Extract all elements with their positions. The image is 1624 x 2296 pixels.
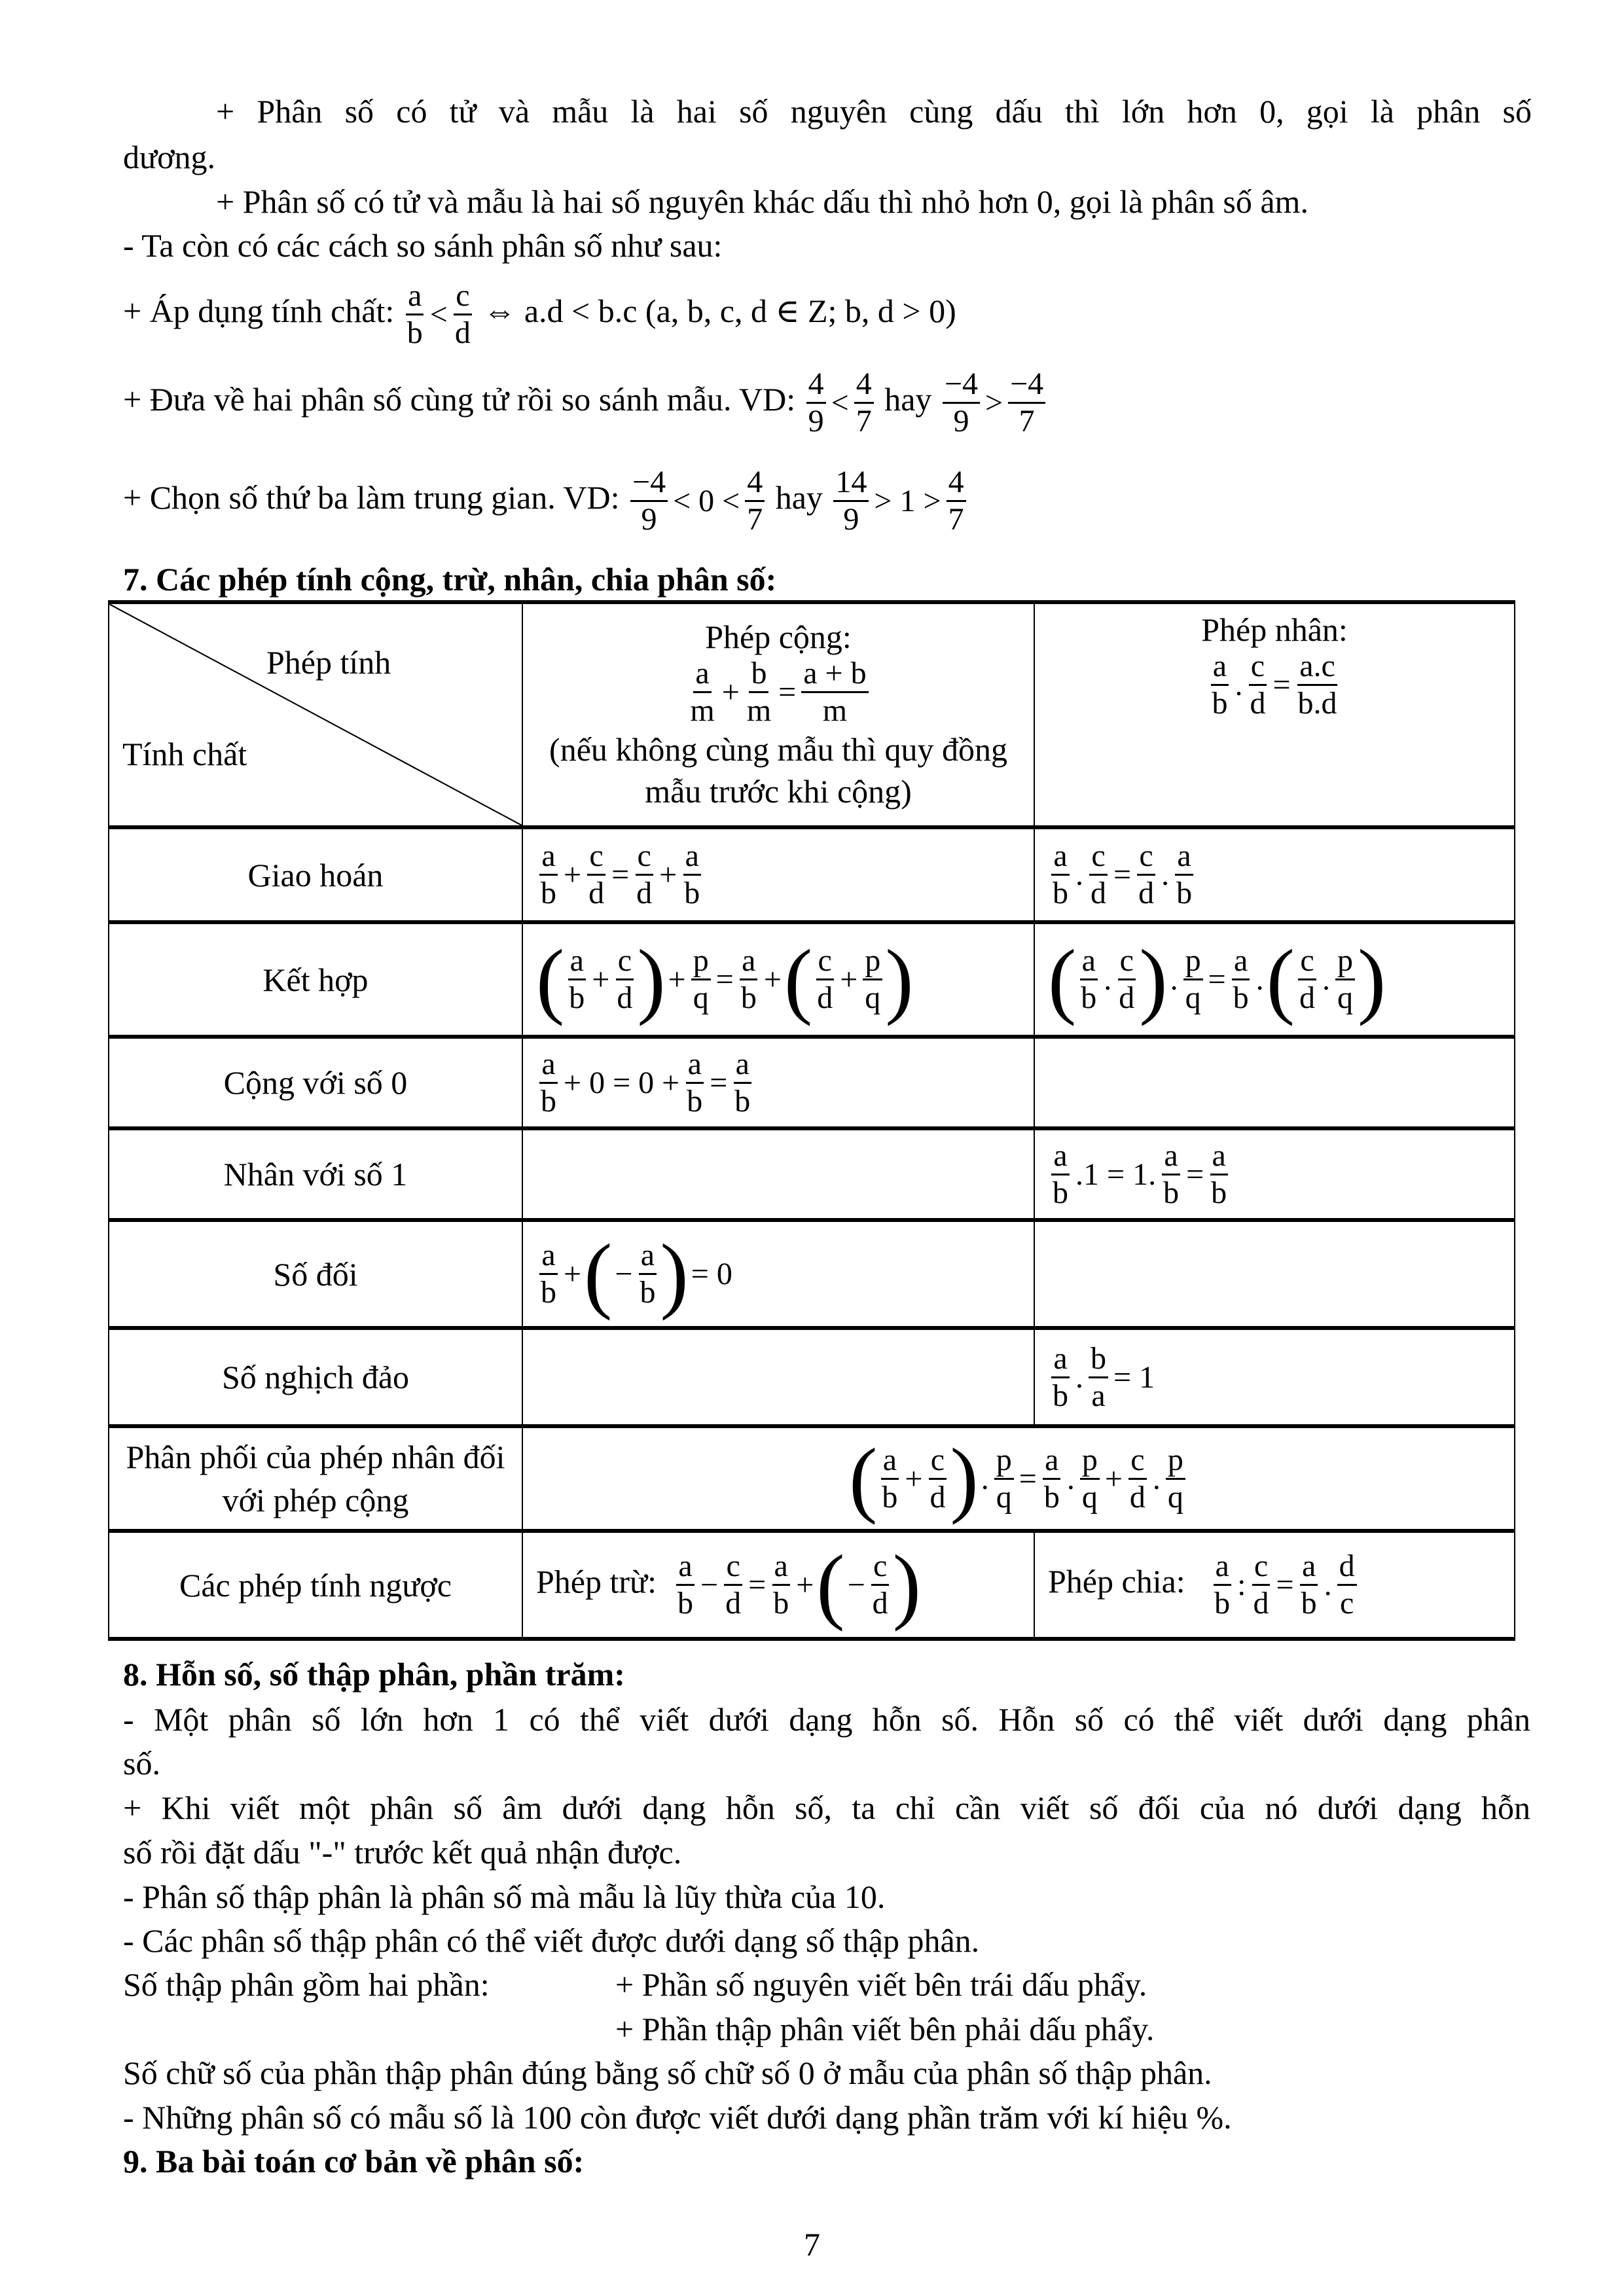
section-9-title: 9. Ba bài toán cơ bản về phân số: [123,2143,585,2179]
text-decimal-writing: - Các phân số thập phân có thể viết được dưới dạng số thập phân. [123,1922,980,1959]
word-hay: hay [775,478,823,516]
table-row: Nhân với số 1 $\frac{a}{b}$ .1 = 1. $\frac{a}{b}$ = $\frac{a}{b}$ [109,1128,1515,1220]
text-digit-count: Số chữ số của phần thập phân đúng bằng số chữ số 0 ở mẫu của phân số thập phân. [123,2054,1212,2091]
text-positive-fraction: + Phân số có tử và mẫu là hai số nguyên cùng dấu thì lớn hơn 0, gọi là phân số [216,93,1532,130]
rule-label: + Áp dụng tính chất: [123,292,395,329]
text-percent: - Những phân số có mẫu số là 100 còn được viết dưới dạng phần trăm với kí hiệu %. [123,2099,1232,2136]
table-row: Giao hoán $\frac{a}{b}$ + $\frac{c}{d}$ = $\frac{c}{d}$ + $\frac{a}{b}$ $\frac{a}{b}$ . $\frac{c}{d}$ = $\frac{c}{d}$ . $\frac{a}{b}$ [109,827,1515,922]
addition-note: (nếu không cùng mẫu thì quy đồng mẫu trước khi cộng) [549,730,1007,810]
page-number: 7 [804,2226,820,2263]
table-row: Các phép tính ngược Phép trừ: $\frac{a}{b}$ − $\frac{c}{d}$ = $\frac{a}{b}$ + ( − $\frac{c}{d}$ ) Phép chia: $\frac{a}{b}$ : $\frac{c}{d}$ = $\frac{a}{b}$ . $\frac{d}{c}$ [109,1531,1515,1639]
fraction: $\frac{a}{b}$ [406,278,423,350]
table-row: Phân phối của phép nhân đối với phép cộng ( $\frac{a}{b}$ + $\frac{c}{d}$ ) . $\frac{p}{q}$ = $\frac{a}{b}$ . $\frac{p}{q}$ + $\frac{c}{d}$ . $\frac{p}{q}$ [109,1426,1515,1531]
property-label: Nhân với số 1 [109,1128,522,1220]
property-label: Kết hợp [109,922,522,1037]
rule-cross-multiply: + Áp dụng tính chất: $\frac{a}{b}$ < $\frac{c}{d}$ ⇔ a.d < b.c (a, b, c, d ∈ Z; b, d > 0) [123,278,956,350]
table-row: Cộng với số 0 $\frac{a}{b}$ + 0 = 0 + $\frac{a}{b}$ = $\frac{a}{b}$ [109,1037,1515,1128]
property-label: Số nghịch đảo [109,1328,522,1426]
rule-label: + Chọn số thứ ba làm trung gian. VD: [123,478,620,516]
addition-title: Phép cộng: [705,618,852,655]
table-header-row [109,602,1515,827]
header-addition: Phép cộng: $\frac{a}{m}$ + $\frac{b}{m}$ = $\frac{a + b}{m}$ (nếu không cùng mẫu thì quy đồng mẫu trước khi cộng) [522,602,1034,827]
table-row: Kết hợp ( $\frac{a}{b}$ + $\frac{c}{d}$ ) + $\frac{p}{q}$ = $\frac{a}{b}$ + ( $\frac{c}{d}$ + $\frac{p}{q}$ ) ( $\frac{a}{b}$ . $\frac{c}{d}$ ) . $\frac{p}{q}$ = $\frac{a}{b}$ . ( $\frac{c}{d}$ . $\frac{p}{q}$ ) [109,922,1515,1037]
diagonal-line [109,604,522,825]
multiplication-title: Phép nhân: [1201,611,1348,648]
text-integer-part: + Phần số nguyên viết bên trái dấu phẩy. [615,1966,1147,2003]
text-positive-fraction-cont: dương. [123,139,216,175]
operations-table [108,600,1515,1641]
header-property: Tính chất [122,736,247,772]
text-mixed-number: - Một phân số lớn hơn 1 có thể viết dưới dạng hỗn số. Hỗn số có thể viết dưới dạng phân [123,1701,1530,1738]
text-compare-methods: - Ta còn có các cách so sánh phân số như sau: [123,227,723,264]
text-decimal-fraction: - Phân số thập phân là phân số mà mẫu là lũy thừa của 10. [123,1878,886,1915]
property-label: Các phép tính ngược [109,1531,522,1639]
diagonal-header-cell [109,602,522,827]
section-7-title: 7. Các phép tính cộng, trừ, nhân, chia phân số: [123,561,777,598]
table-row: Số nghịch đảo $\frac{a}{b}$ . $\frac{b}{a}$ = 1 [109,1328,1515,1426]
section-8-title: 8. Hỗn số, số thập phân, phần trăm: [123,1656,625,1693]
rule-label: + Đưa về hai phân số cùng tử rồi so sánh mẫu. VD: [123,380,796,418]
text-fractional-part: + Phần thập phân viết bên phải dấu phẩy. [615,2011,1155,2047]
division-label: Phép chia: [1048,1562,1185,1600]
rule-intermediate: + Chọn số thứ ba làm trung gian. VD: $\frac{-4}{9}$ < 0 < $\frac{4}{7}$ hay $\frac{14}{9}$ > 1 > $\frac{4}{7}$ [123,465,969,537]
subtraction-label: Phép trừ: [536,1562,657,1600]
text-negative-mixed-cont: số rồi đặt dấu "-" trước kết quả nhận được. [123,1834,682,1871]
text-negative-fraction: + Phân số có tử và mẫu là hai số nguyên khác dấu thì nhỏ hơn 0, gọi là phân số âm. [216,183,1308,220]
text-decimal-parts-label: Số thập phân gồm hai phần: [123,1966,490,2003]
text-mixed-number-cont: số. [123,1745,160,1782]
text-negative-mixed: + Khi viết một phân số âm dưới dạng hỗn số, ta chỉ cần viết số đối của nó dưới dạng hỗn [123,1789,1530,1826]
rule-condition: ⇔ a.d < b.c (a, b, c, d ∈ Z; b, d > 0) [483,292,956,329]
header-multiplication: Phép nhân: $\frac{a}{b}$ . $\frac{c}{d}$ = $\frac{a.c}{b.d}$ [1034,602,1515,827]
rule-same-numerator: + Đưa về hai phân số cùng tử rồi so sánh mẫu. VD: $\frac{4}{9}$ < $\frac{4}{7}$ hay $\frac{-4}{9}$ > $\frac{-4}{7}$ [123,367,1048,439]
property-label: Giao hoán [109,827,522,922]
property-label: Cộng với số 0 [109,1037,522,1128]
word-hay: hay [884,380,932,418]
property-label: Phân phối của phép nhân đối với phép cộng [109,1426,522,1531]
fraction: $\frac{c}{d}$ [454,278,471,350]
table-row: Số đối $\frac{a}{b}$ + ( − $\frac{a}{b}$ ) = 0 [109,1220,1515,1328]
property-label: Số đối [109,1220,522,1328]
header-operation: Phép tính [266,644,391,681]
